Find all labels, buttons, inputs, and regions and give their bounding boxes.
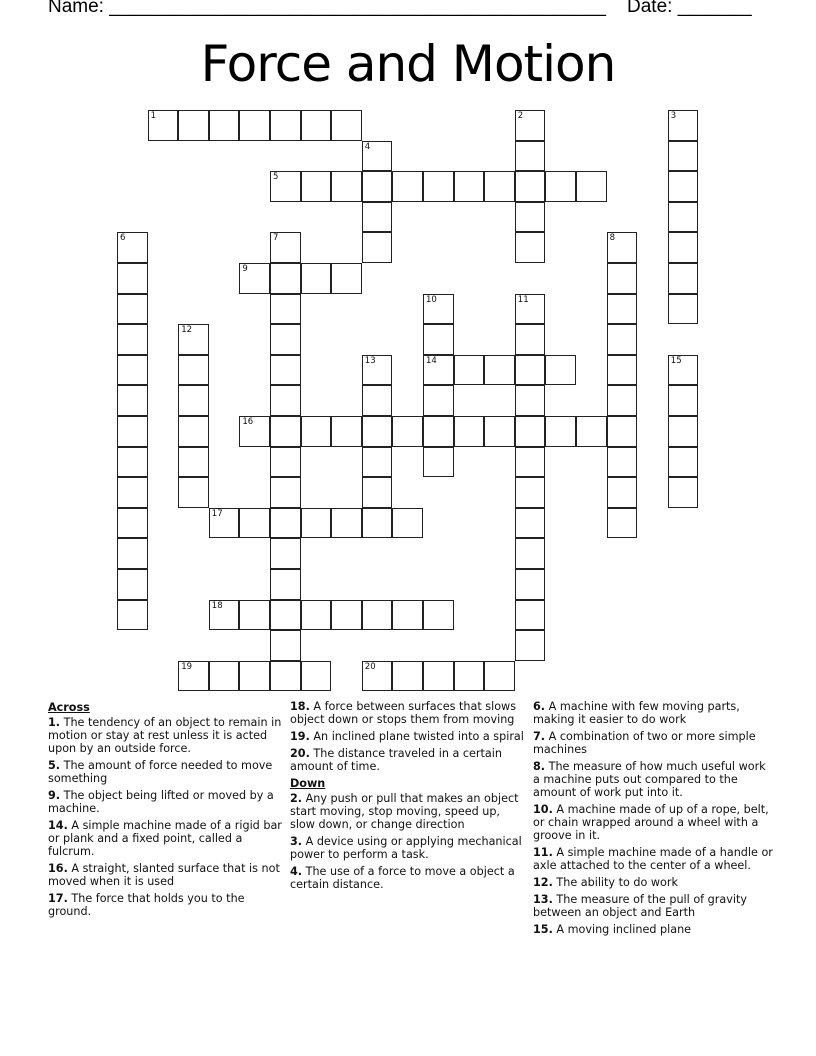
clue-down-3: 3. A device using or applying mechanical power to perform a task. [290, 835, 522, 861]
name-label: Name: [48, 0, 110, 17]
grid-cell[interactable] [607, 263, 638, 294]
grid-cell[interactable] [515, 569, 546, 600]
grid-cell[interactable] [270, 538, 301, 569]
grid-cell[interactable] [668, 385, 699, 416]
clue-down-12: 12. The ability to do work [533, 876, 678, 889]
grid-cell[interactable] [392, 661, 423, 692]
grid-cell[interactable] [209, 508, 240, 539]
grid-cell[interactable] [117, 355, 148, 386]
grid-cell[interactable] [331, 416, 362, 447]
grid-cell[interactable] [515, 324, 546, 355]
grid-cell[interactable] [545, 171, 576, 202]
clue-number: 18 [211, 600, 223, 611]
grid-cell[interactable] [362, 477, 393, 508]
grid-cell[interactable] [362, 141, 393, 172]
grid-cell[interactable] [392, 600, 423, 631]
grid-cell[interactable] [331, 508, 362, 539]
grid-cell[interactable] [607, 232, 638, 263]
clue-down-7: 7. A combination of two or more simple machines [533, 730, 756, 756]
grid-cell[interactable] [362, 508, 393, 539]
grid-cell[interactable] [117, 508, 148, 539]
grid-cell[interactable] [454, 661, 485, 692]
grid-cell[interactable] [270, 416, 301, 447]
date-blank[interactable]: _______ [677, 0, 752, 17]
grid-cell[interactable] [117, 600, 148, 631]
clue-number: 17 [211, 508, 223, 519]
grid-cell[interactable] [668, 263, 699, 294]
clue-number: 2 [517, 111, 524, 121]
grid-cell[interactable] [576, 416, 607, 447]
grid-cell[interactable] [423, 661, 454, 692]
grid-cell[interactable] [515, 202, 546, 233]
clue-down-6: 6. A machine with few moving parts, making it easier to do work [533, 700, 740, 726]
grid-cell[interactable] [117, 416, 148, 447]
grid-cell[interactable] [362, 385, 393, 416]
page-title: Force and Motion [200, 35, 616, 93]
grid-cell[interactable] [209, 661, 240, 692]
grid-cell[interactable] [178, 355, 209, 386]
grid-cell[interactable] [270, 324, 301, 355]
grid-cell[interactable] [239, 661, 270, 692]
clue-across-14: 14. A simple machine made of a rigid bar or plank and a fixed point, called a fulcrum. [48, 819, 282, 858]
grid-cell[interactable] [545, 416, 576, 447]
grid-cell[interactable] [668, 416, 699, 447]
clue-across-5: 5. The amount of force needed to move something [48, 759, 273, 785]
grid-cell[interactable] [239, 416, 270, 447]
down-heading: Down [290, 777, 326, 790]
grid-cell[interactable] [301, 661, 332, 692]
grid-cell[interactable] [668, 294, 699, 325]
grid-cell[interactable] [270, 232, 301, 263]
clue-number: 12 [181, 325, 193, 336]
clue-across-16: 16. A straight, slanted surface that is not moved when it is used [48, 862, 280, 888]
grid-cell[interactable] [392, 508, 423, 539]
grid-cell[interactable] [270, 630, 301, 661]
clue-number: 5 [273, 172, 279, 183]
clue-down-2: 2. Any push or pull that makes an object start moving, stop moving, speed up, slow down, or change direction [290, 792, 519, 831]
grid-cell[interactable] [331, 263, 362, 294]
grid-cell[interactable] [117, 324, 148, 355]
clue-number: 4 [364, 141, 371, 152]
grid-cell[interactable] [270, 110, 301, 141]
grid-cell[interactable] [117, 294, 148, 325]
grid-cell[interactable] [515, 141, 546, 172]
grid-cell[interactable] [423, 294, 454, 325]
grid-cell[interactable] [178, 324, 209, 355]
grid-cell[interactable] [484, 416, 515, 447]
grid-cell[interactable] [362, 661, 393, 692]
grid-cell[interactable] [484, 661, 515, 692]
grid-cell[interactable] [301, 171, 332, 202]
grid-cell[interactable] [270, 171, 301, 202]
clue-number: 11 [517, 294, 529, 305]
grid-cell[interactable] [270, 477, 301, 508]
grid-cell[interactable] [423, 600, 454, 631]
clue-number: 16 [242, 417, 254, 427]
grid-cell[interactable] [668, 355, 699, 386]
grid-cell[interactable] [607, 355, 638, 386]
grid-cell[interactable] [362, 600, 393, 631]
grid-cell[interactable] [454, 355, 485, 386]
grid-cell[interactable] [178, 477, 209, 508]
grid-cell[interactable] [515, 447, 546, 478]
clue-number: 13 [364, 355, 376, 366]
grid-cell[interactable] [607, 447, 638, 478]
grid-cell[interactable] [270, 294, 301, 325]
grid-cell[interactable] [668, 447, 699, 478]
grid-cell[interactable] [178, 416, 209, 447]
grid-cell[interactable] [270, 263, 301, 294]
grid-cell[interactable] [515, 232, 546, 263]
grid-cell[interactable] [515, 385, 546, 416]
grid-cell[interactable] [607, 477, 638, 508]
clue-number: 20 [364, 661, 376, 672]
grid-cell[interactable] [515, 600, 546, 631]
grid-cell[interactable] [331, 600, 362, 631]
clue-number: 10 [426, 294, 437, 305]
grid-cell[interactable] [331, 110, 362, 141]
grid-cell[interactable] [178, 385, 209, 416]
grid-cell[interactable] [545, 355, 576, 386]
grid-cell[interactable] [484, 355, 515, 386]
grid-cell[interactable] [607, 294, 638, 325]
clues-column-1 [48, 700, 284, 922]
grid-cell[interactable] [668, 110, 699, 141]
clue-number: 6 [120, 233, 126, 244]
grid-cell[interactable] [117, 538, 148, 569]
clue-number: 14 [426, 355, 437, 366]
grid-cell[interactable] [270, 508, 301, 539]
grid-cell[interactable] [607, 508, 638, 539]
grid-cell[interactable] [362, 202, 393, 233]
grid-cell[interactable] [515, 416, 546, 447]
grid-cell[interactable] [270, 355, 301, 386]
grid-cell[interactable] [515, 355, 546, 386]
across-heading: Across [48, 701, 90, 714]
grid-cell[interactable] [362, 232, 393, 263]
grid-cell[interactable] [270, 600, 301, 631]
grid-cell[interactable] [668, 141, 699, 172]
grid-cell[interactable] [362, 171, 393, 202]
grid-cell[interactable] [668, 477, 699, 508]
clue-across-1: 1. The tendency of an object to remain in motion or stay at rest unless it is acted upon by an outside force. [48, 716, 282, 755]
grid-cell[interactable] [117, 569, 148, 600]
grid-cell[interactable] [239, 110, 270, 141]
grid-cell[interactable] [668, 232, 699, 263]
clue-across-20: 20. The distance traveled in a certain amount of time. [290, 747, 502, 773]
grid-cell[interactable] [576, 171, 607, 202]
grid-cell[interactable] [301, 110, 332, 141]
clue-down-4: 4. The use of a force to move a object a certain distance. [290, 865, 515, 891]
clue-across-9: 9. The object being lifted or moved by a machine. [48, 789, 274, 815]
clue-down-8: 8. The measure of how much useful work a machine puts out compared to the amount of work put into it. [533, 760, 766, 799]
grid-cell[interactable] [515, 110, 546, 141]
clue-down-10: 10. A machine made of up of a rope, belt, or chain wrapped around a wheel with a groove in it. [533, 803, 769, 842]
clues-column-3 [533, 700, 773, 940]
grid-cell[interactable] [117, 477, 148, 508]
clue-number: 1 [150, 111, 157, 121]
grid-cell[interactable] [668, 171, 699, 202]
grid-cell[interactable] [301, 416, 332, 447]
grid-cell[interactable] [362, 447, 393, 478]
clue-number: 19 [181, 661, 193, 672]
grid-cell[interactable] [423, 447, 454, 478]
date-label: Date: [627, 0, 678, 17]
grid-cell[interactable] [362, 416, 393, 447]
grid-cell[interactable] [423, 171, 454, 202]
grid-cell[interactable] [178, 110, 209, 141]
grid-cell[interactable] [239, 263, 270, 294]
clue-across-19: 19. An inclined plane twisted into a spiral [290, 730, 524, 743]
grid-cell[interactable] [301, 263, 332, 294]
grid-cell[interactable] [301, 600, 332, 631]
grid-cell[interactable] [209, 110, 240, 141]
grid-cell[interactable] [423, 416, 454, 447]
grid-cell[interactable] [515, 171, 546, 202]
grid-cell[interactable] [117, 385, 148, 416]
grid-cell[interactable] [515, 630, 546, 661]
grid-cell[interactable] [423, 324, 454, 355]
grid-cell[interactable] [270, 569, 301, 600]
grid-cell[interactable] [607, 416, 638, 447]
clue-down-13: 13. The measure of the pull of gravity between an object and Earth [533, 893, 747, 919]
grid-cell[interactable] [117, 232, 148, 263]
clues-column-2 [290, 700, 526, 895]
grid-cell[interactable] [392, 416, 423, 447]
grid-cell[interactable] [148, 110, 179, 141]
grid-cell[interactable] [454, 416, 485, 447]
grid-cell[interactable] [331, 171, 362, 202]
clue-number: 3 [670, 111, 677, 121]
clue-down-15: 15. A moving inclined plane [533, 923, 692, 936]
grid-cell[interactable] [515, 508, 546, 539]
clue-across-18: 18. A force between surfaces that slows object down or stops them from moving [290, 700, 517, 726]
clue-number: 9 [242, 264, 248, 274]
grid-cell[interactable] [668, 202, 699, 233]
grid-cell[interactable] [270, 661, 301, 692]
clue-down-11: 11. A simple machine made of a handle or axle attached to the center of a wheel. [533, 846, 773, 872]
name-blank[interactable]: _______________________________________________ [109, 0, 606, 17]
grid-cell[interactable] [239, 508, 270, 539]
clue-number: 8 [609, 233, 616, 244]
grid-cell[interactable] [239, 600, 270, 631]
grid-cell[interactable] [454, 171, 485, 202]
grid-cell[interactable] [270, 385, 301, 416]
grid-cell[interactable] [301, 508, 332, 539]
grid-cell[interactable] [515, 294, 546, 325]
grid-cell[interactable] [607, 324, 638, 355]
grid-cell[interactable] [423, 385, 454, 416]
grid-cell[interactable] [117, 263, 148, 294]
grid-cell[interactable] [484, 171, 515, 202]
grid-cell[interactable] [607, 385, 638, 416]
grid-cell[interactable] [392, 171, 423, 202]
clue-number: 7 [273, 233, 279, 244]
grid-cell[interactable] [117, 447, 148, 478]
clue-across-17: 17. The force that holds you to the ground. [48, 892, 245, 918]
clue-number: 15 [670, 355, 682, 366]
grid-cell[interactable] [515, 477, 546, 508]
grid-cell[interactable] [515, 538, 546, 569]
grid-cell[interactable] [178, 661, 209, 692]
grid-cell[interactable] [209, 600, 240, 631]
grid-cell[interactable] [423, 355, 454, 386]
grid-cell[interactable] [362, 355, 393, 386]
grid-cell[interactable] [270, 447, 301, 478]
grid-cell[interactable] [178, 447, 209, 478]
